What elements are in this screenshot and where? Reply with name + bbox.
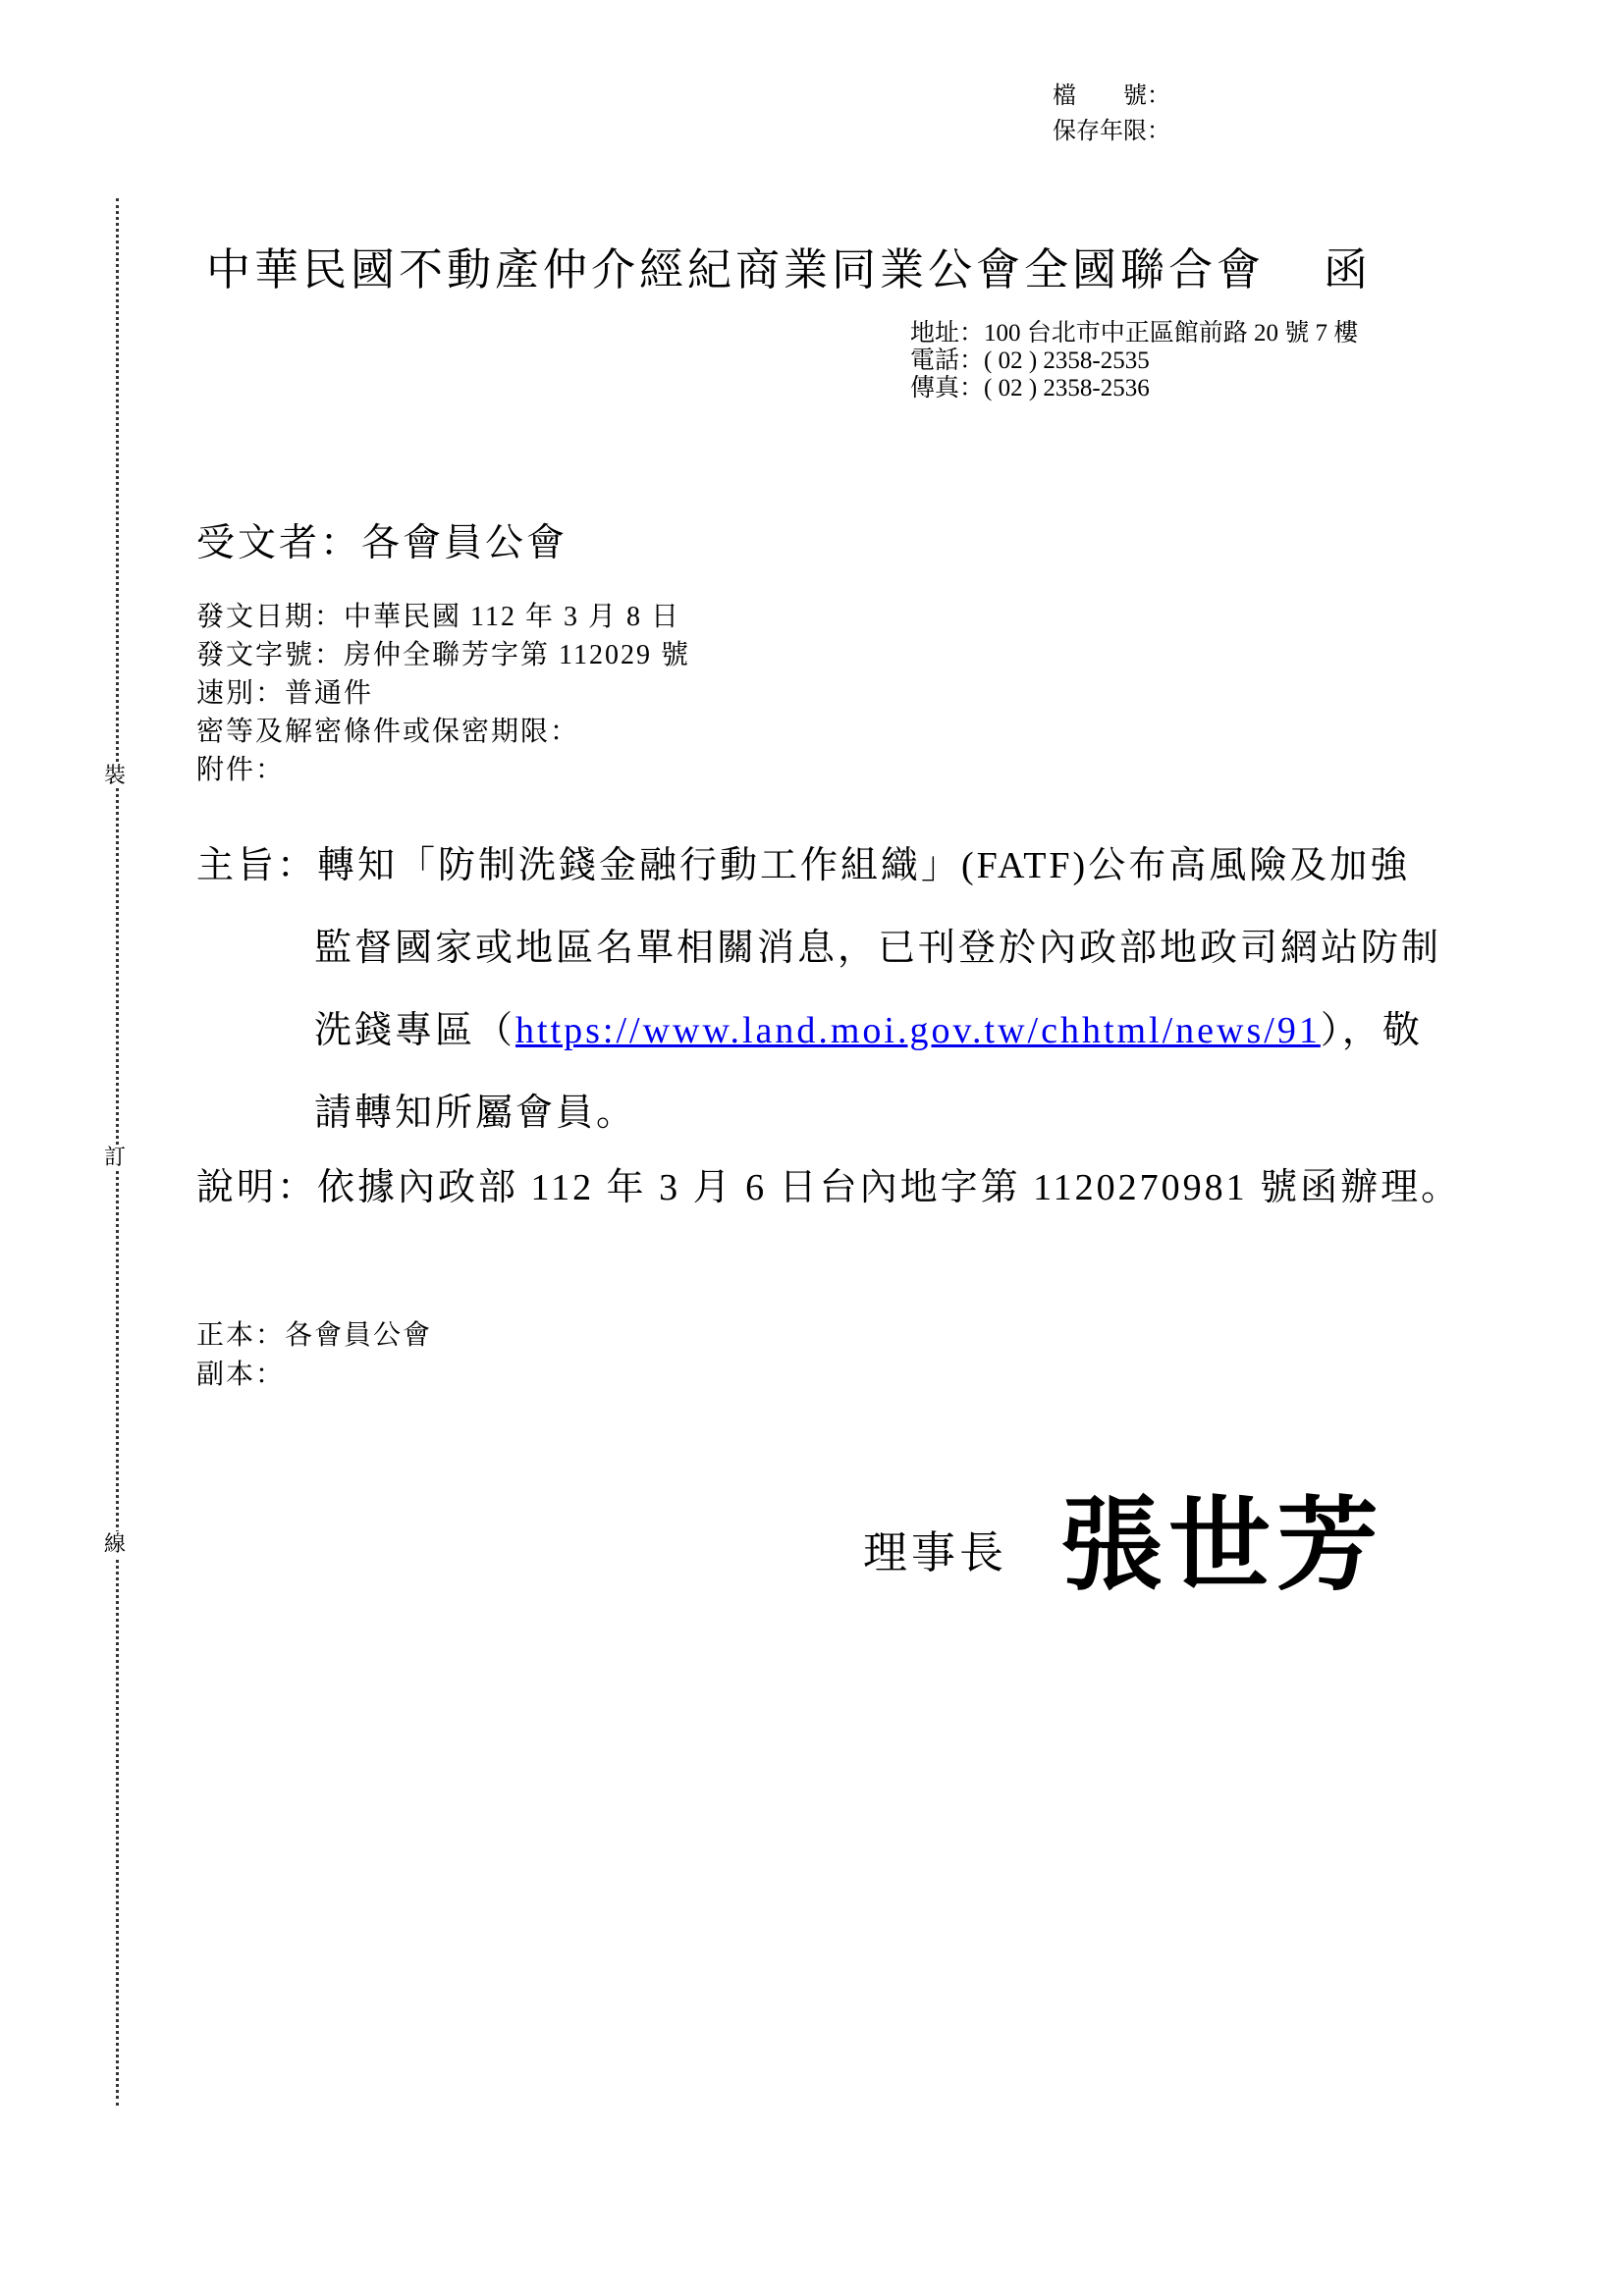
address: 地址：100 台北市中正區館前路 20 號 7 樓 bbox=[910, 320, 1359, 347]
doc-number: 發文字號：房仲全聯芳字第 112029 號 bbox=[196, 640, 690, 670]
binding-mark: 線 bbox=[104, 1531, 127, 1556]
doc-type: 函 bbox=[1324, 245, 1373, 294]
subject-text: 轉知「防制洗錢金融行動工作組織」(FATF)公布高風險及加強監督國家或地區名單相關消息，已刊登於內政部地政司網站防制洗錢專區（ bbox=[314, 845, 1442, 1051]
phone: 電話：( 02 ) 2358-2535 bbox=[910, 347, 1150, 374]
fax: 傳真：( 02 ) 2358-2536 bbox=[910, 375, 1150, 401]
issue-date: 發文日期：中華民國 112 年 3 月 8 日 bbox=[196, 602, 680, 632]
original-recipients: 正本：各會員公會 bbox=[196, 1320, 433, 1351]
explanation: 說明：依據內政部 112 年 3 月 6 日台內地字第 1120270981 號函辦理。 bbox=[196, 1167, 1462, 1208]
subject-label: 主旨： bbox=[196, 845, 318, 886]
secrecy: 密等及解密條件或保密期限： bbox=[196, 717, 580, 747]
moi-link[interactable]: https://www.land.moi.gov.tw/chhtml/news/91 bbox=[515, 1010, 1321, 1051]
binding-mark: 訂 bbox=[104, 1145, 127, 1169]
signer-title: 理事長 bbox=[863, 1528, 1008, 1577]
copy-recipients: 副本： bbox=[196, 1360, 286, 1390]
org-name: 中華民國不動產仲介經紀商業同業公會全國聯合會 bbox=[206, 245, 1266, 294]
signature-stamp: 張世芳 bbox=[1060, 1490, 1385, 1603]
attachments: 附件： bbox=[196, 755, 286, 785]
speed: 速別：普通件 bbox=[196, 678, 374, 709]
binding-mark: 裝 bbox=[104, 763, 127, 787]
file-number-label: 檔 號： bbox=[1053, 83, 1170, 109]
document-title bbox=[206, 234, 1372, 297]
subject-text-end: ），敬請轉知所屬會員。 bbox=[314, 1010, 1423, 1134]
recipient: 受文者：各會員公會 bbox=[196, 522, 568, 564]
subject bbox=[196, 825, 1448, 1154]
retention-label: 保存年限： bbox=[1053, 119, 1170, 144]
